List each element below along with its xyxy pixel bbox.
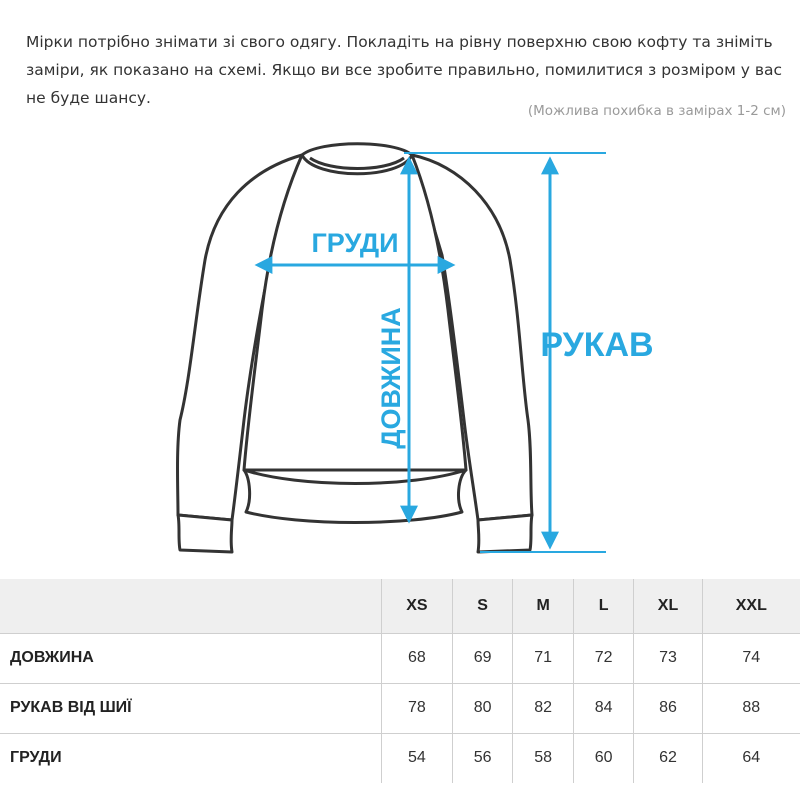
table-row <box>0 633 800 683</box>
table-cell: 88 <box>702 683 800 733</box>
sleeve-label: РУКАВ <box>540 326 654 364</box>
size-header: XXL <box>702 579 800 633</box>
table-cell: 56 <box>452 733 513 783</box>
table-cell: 54 <box>382 733 453 783</box>
table-cell: 74 <box>702 633 800 683</box>
length-label: ДОВЖИНА <box>376 307 406 449</box>
measurement-error-note: (Можлива похибка в замірах 1-2 см) <box>527 103 786 119</box>
table-row <box>0 683 800 733</box>
size-chart-table <box>0 579 800 783</box>
sweatshirt-outline-icon <box>178 144 533 552</box>
chest-label: ГРУДИ <box>311 228 399 258</box>
instructions-text: Мірки потрібно знімати зі свого одягу. Покладіть на рівну поверхню свою кофту та зніміть заміри, як показано на схемі. Якщо ви все зробите правильно, помилитися з розміром у вас не буде шансу. <box>26 32 782 107</box>
table-cell: 64 <box>702 733 800 783</box>
size-header: XL <box>634 579 702 633</box>
row-label: РУКАВ ВІД ШИЇ <box>0 683 382 733</box>
table-cell: 62 <box>634 733 702 783</box>
sweatshirt-measurement-diagram <box>0 135 800 575</box>
size-header-row <box>0 579 800 633</box>
table-cell: 84 <box>573 683 634 733</box>
table-cell: 69 <box>452 633 513 683</box>
table-cell: 80 <box>452 683 513 733</box>
table-cell: 72 <box>573 633 634 683</box>
size-header: XS <box>382 579 453 633</box>
header-label-cell <box>0 579 382 633</box>
size-header: S <box>452 579 513 633</box>
table-cell: 86 <box>634 683 702 733</box>
table-cell: 73 <box>634 633 702 683</box>
table-cell: 58 <box>513 733 574 783</box>
row-label: ДОВЖИНА <box>0 633 382 683</box>
table-cell: 60 <box>573 733 634 783</box>
table-row <box>0 733 800 783</box>
table-cell: 82 <box>513 683 574 733</box>
table-cell: 78 <box>382 683 453 733</box>
table-cell: 71 <box>513 633 574 683</box>
row-label: ГРУДИ <box>0 733 382 783</box>
table-cell: 68 <box>382 633 453 683</box>
size-header: L <box>573 579 634 633</box>
size-header: M <box>513 579 574 633</box>
